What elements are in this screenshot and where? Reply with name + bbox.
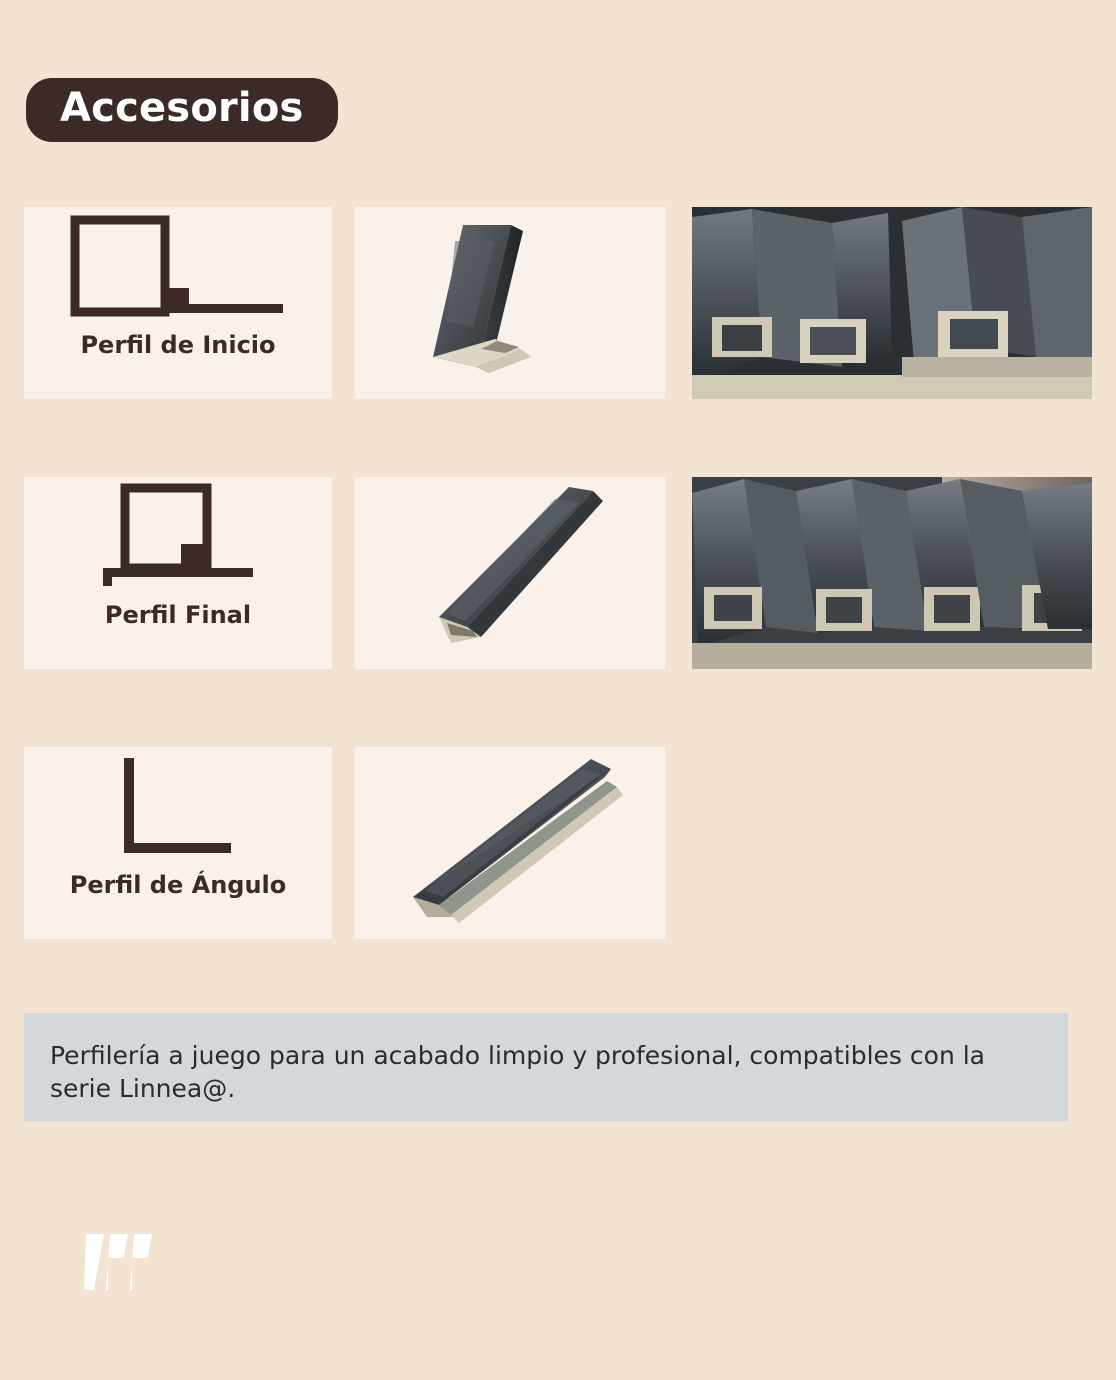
end-profile-icon (24, 477, 332, 607)
page-title-pill (26, 78, 338, 142)
accessory-caption: Perfil de Inicio (80, 331, 276, 359)
end-profile-photo-group (692, 477, 1092, 669)
accessory-caption: Perfil Final (104, 601, 252, 629)
angle-profile-photo-single (355, 747, 665, 939)
accessory-photo-secondary (692, 207, 1092, 399)
page-title: Accesorios (60, 85, 304, 131)
description-box (24, 1013, 1068, 1121)
accessory-label-card (24, 747, 332, 939)
start-profile-icon (24, 207, 332, 337)
end-profile-photo-single (355, 477, 665, 669)
accessory-label-card (24, 477, 332, 669)
angle-profile-icon (24, 747, 332, 877)
description-text: Perfilería a juego para un acabado limpio y profesional, compatibles con la serie Linnea@. (50, 1041, 985, 1103)
start-profile-photo-single (355, 207, 665, 399)
accessory-photo-primary (355, 747, 665, 939)
accessory-photo-primary (355, 477, 665, 669)
brand-logo (84, 1228, 188, 1296)
accessory-row (0, 207, 1116, 399)
accessory-row (0, 477, 1116, 669)
accessory-caption: Perfil de Ángulo (69, 871, 287, 899)
start-profile-photo-pair (692, 207, 1092, 399)
accessory-row (0, 747, 1116, 939)
accessory-photo-secondary (692, 477, 1092, 669)
accessory-label-card (24, 207, 332, 399)
accessory-photo-primary (355, 207, 665, 399)
